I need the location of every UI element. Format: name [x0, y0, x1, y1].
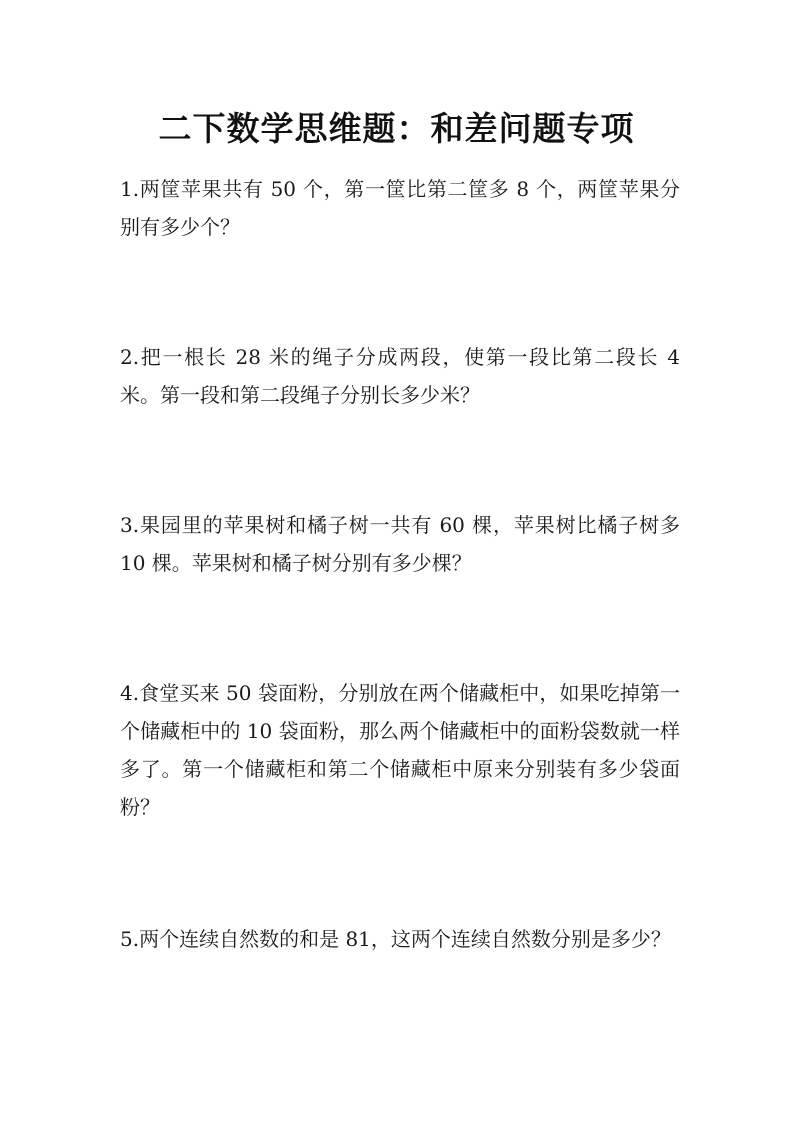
question-5: 5.两个连续自然数的和是 81，这两个连续自然数分别是多少？	[120, 927, 671, 951]
question-1: 1.两筐苹果共有 50 个，第一筐比第二筐多 8 个，两筐苹果分别有多少个？	[120, 177, 680, 239]
page-title: 二下数学思维题：和差问题专项	[158, 109, 635, 148]
question-3: 3.果园里的苹果树和橘子树一共有 60 棵，苹果树比橘子树多 10 棵。苹果树和橘子树分别有多少棵？	[120, 513, 680, 575]
question-4: 4.食堂买来 50 袋面粉，分别放在两个储藏柜中，如果吃掉第一个储藏柜中的 10 袋面粉，那么两个储藏柜中的面粉袋数就一样多了。第一个储藏柜和第二个储藏柜中原来分别装有多少袋面粉？	[120, 681, 680, 819]
question-2: 2.把一根长 28 米的绳子分成两段，使第一段比第二段长 4 米。第一段和第二段绳子分别长多少米？	[120, 345, 680, 407]
